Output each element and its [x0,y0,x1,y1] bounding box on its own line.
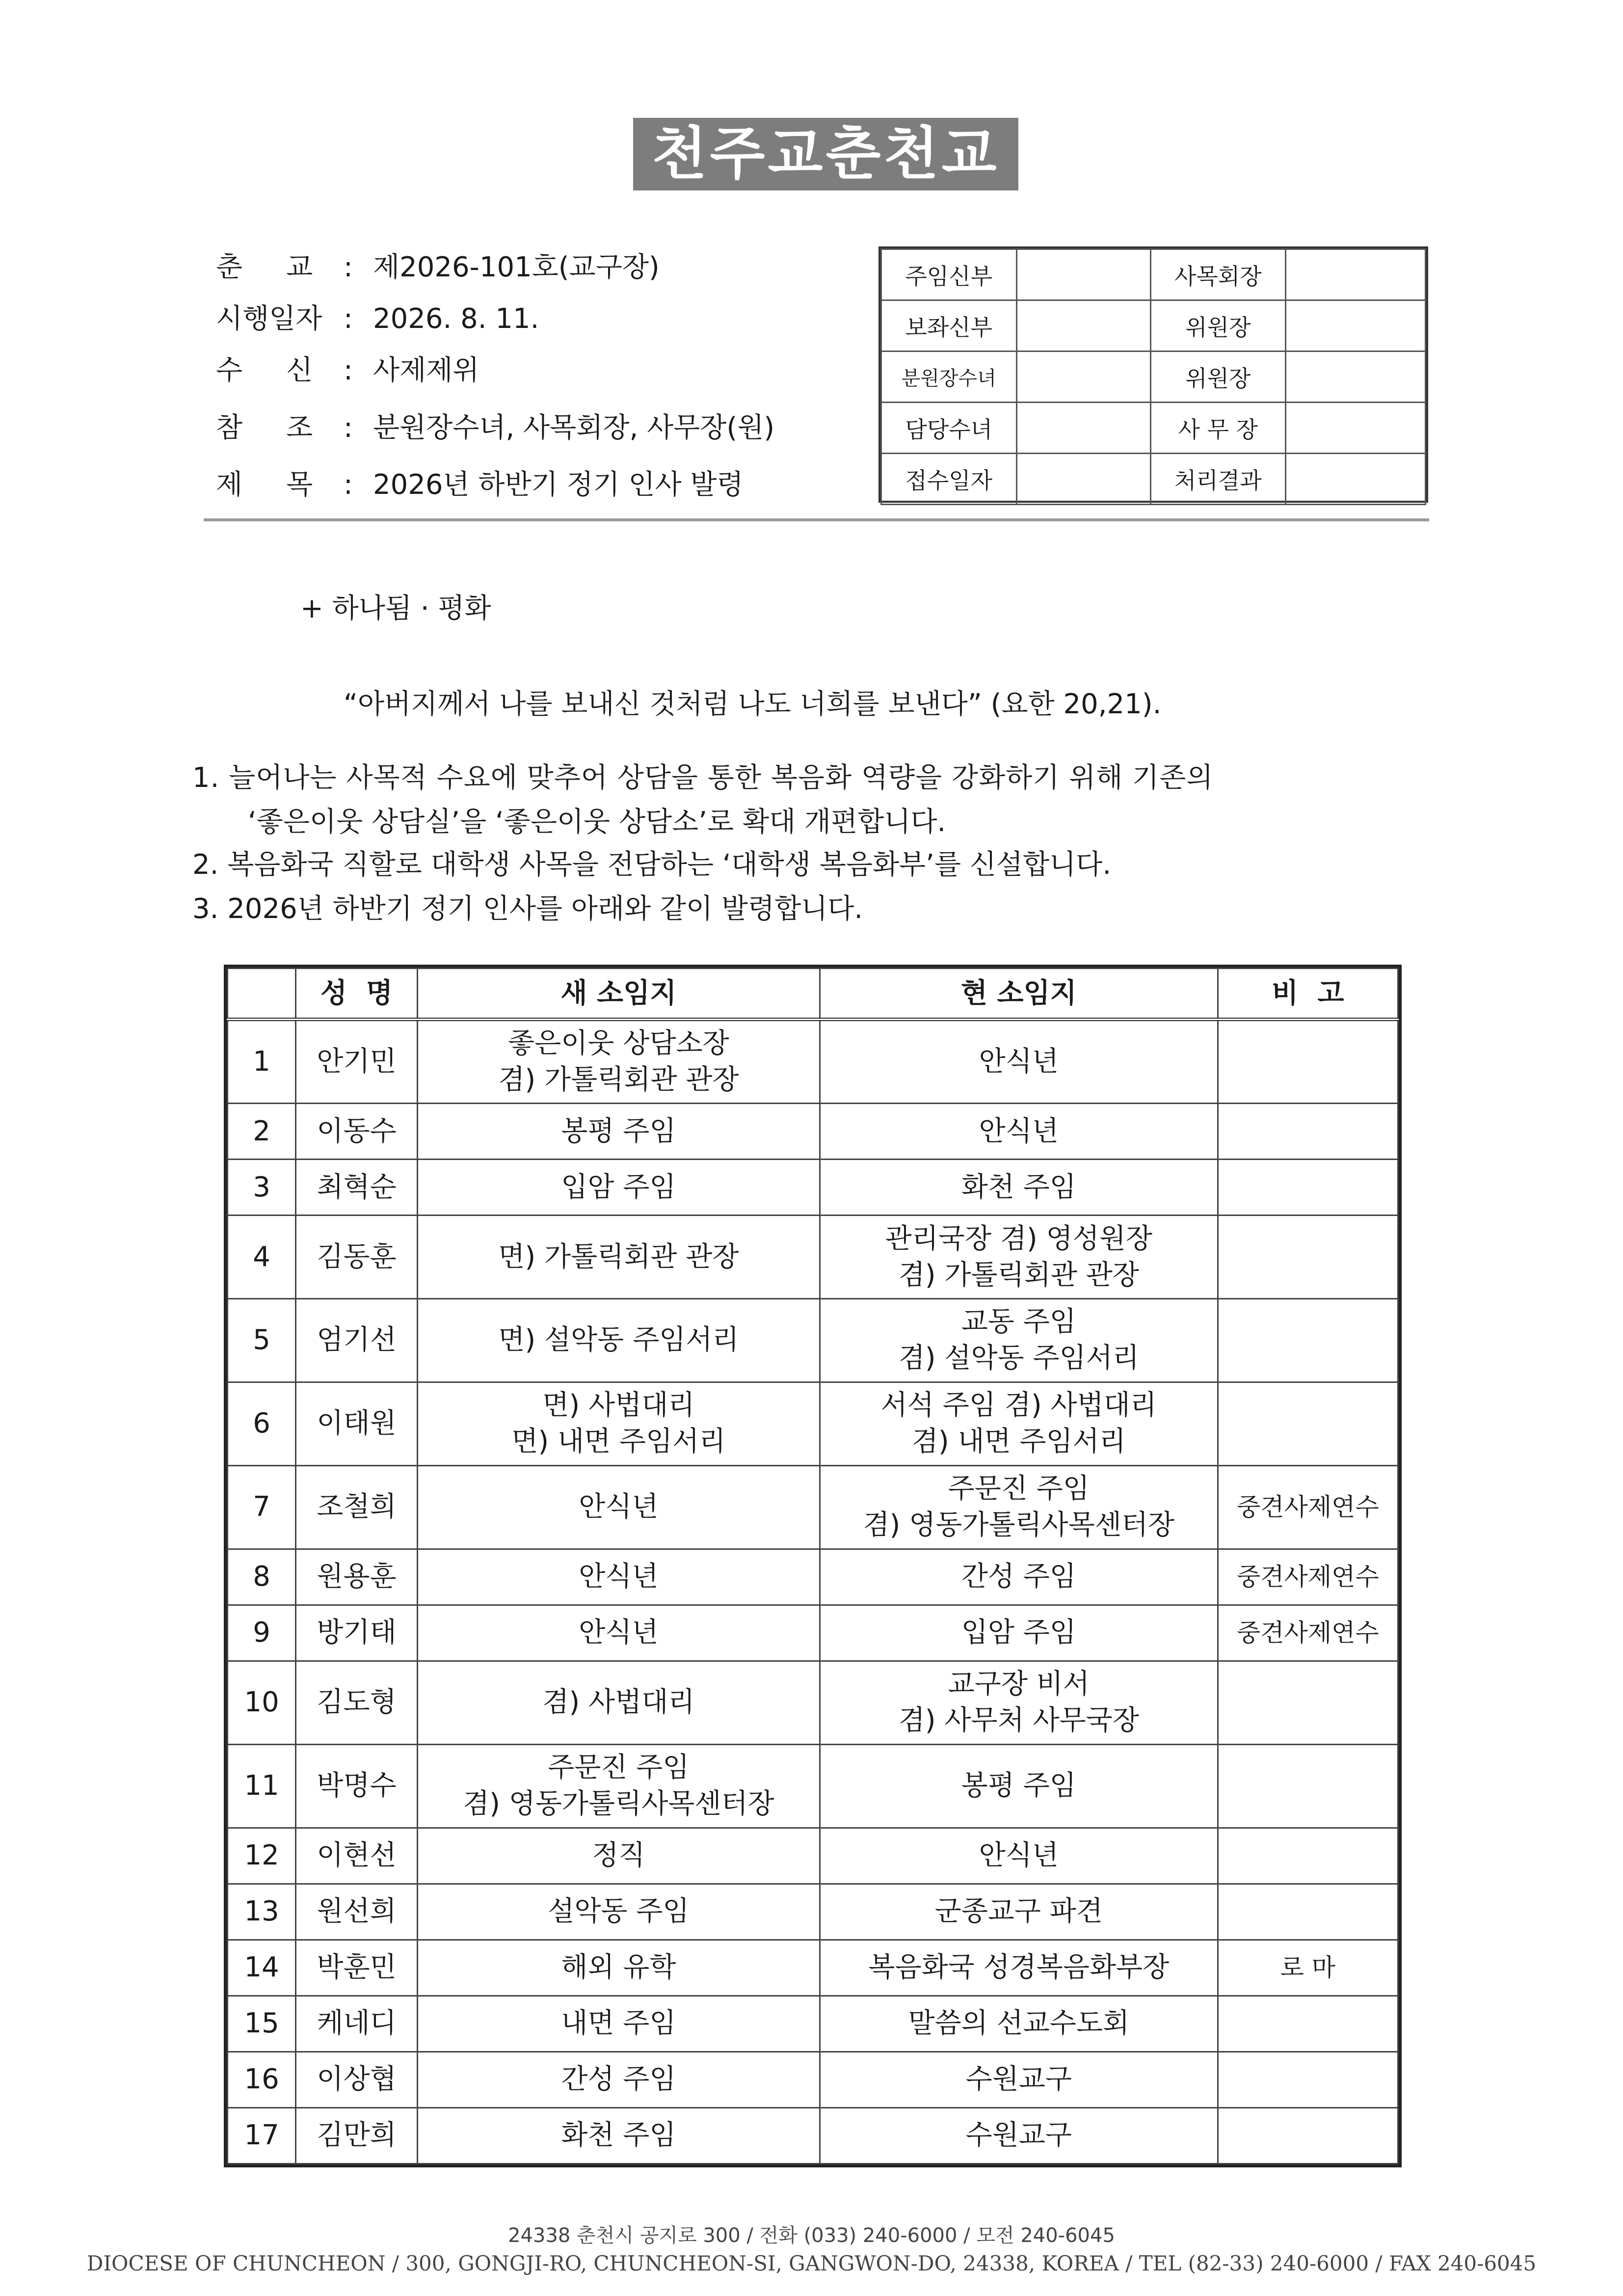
approval-sign-cell [1286,454,1426,505]
table-row [228,1299,1398,1382]
row-number: 13 [228,1884,296,1940]
meta-value: 2026년 하반기 정기 인사 발령 [373,469,744,501]
row-note [1218,1382,1398,1465]
approval-sign-cell [1286,300,1426,351]
row-new-post [417,1940,820,1996]
row-number: 10 [228,1661,296,1744]
new-post-line: 좋은이웃 상담소장 [508,1027,729,1060]
meta-label: 시행일자 [216,303,322,335]
row-current-post [820,1661,1218,1744]
row-new-post [417,1020,820,1104]
current-post-line: 겸) 설악동 주임서리 [898,1342,1139,1375]
meta-label: 참 조 [216,412,313,444]
current-post-line: 겸) 가톨릭회관 관장 [898,1259,1139,1291]
current-post-line: 겸) 사무처 사무국장 [898,1704,1139,1737]
meta-value: 분원장수녀, 사목회장, 사무장(원) [373,412,775,444]
approval-label: 분원장수녀 [881,351,1017,403]
approval-sign-cell [1016,403,1150,454]
col-header-new-post: 새 소임지 [417,969,820,1020]
row-current-post [820,1216,1218,1299]
new-post-line: 화천 주임 [561,2119,676,2152]
row-name: 조철희 [296,1465,418,1549]
current-post-line: 군종교구 파견 [934,1895,1103,1928]
row-note [1218,1216,1398,1299]
row-current-post [820,1104,1218,1160]
row-note: 중견사제연수 [1218,1549,1398,1605]
row-note [1218,1996,1398,2052]
current-post-line: 겸) 영동가톨릭사목센터장 [863,1509,1175,1541]
table-body [228,1020,1398,2164]
meta-colon: : [344,354,353,386]
new-post-line: 입암 주임 [561,1171,676,1203]
new-post-line: 간성 주임 [561,2063,676,2096]
row-new-post [417,2052,820,2107]
item-3: 3. 2026년 하반기 정기 인사를 아래와 같이 발령합니다. [192,893,863,925]
row-note [1218,1884,1398,1940]
row-current-post [820,1299,1218,1382]
row-name: 최혁순 [296,1160,418,1216]
row-number: 9 [228,1605,296,1661]
approval-sign-cell [1286,351,1426,403]
row-name: 엄기선 [296,1299,418,1382]
current-post-line: 안식년 [979,1839,1059,1872]
row-current-post [820,1160,1218,1216]
new-post-line: 해외 유학 [561,1951,676,1984]
row-name: 김만희 [296,2107,418,2163]
meta-label: 수 신 [216,354,313,386]
meta-row-date [216,295,539,344]
approval-box [878,246,1428,503]
row-current-post [820,1382,1218,1465]
current-post-line: 교구장 비서 [948,1668,1090,1701]
row-name: 방기태 [296,1605,418,1661]
row-new-post [417,1216,820,1299]
row-number: 15 [228,1996,296,2052]
row-note: 중견사제연수 [1218,1605,1398,1661]
row-number: 17 [228,2107,296,2163]
row-current-post [820,1940,1218,1996]
new-post-line: 정직 [592,1839,645,1872]
new-post-line: 안식년 [579,1617,659,1649]
new-post-line: 면) 사법대리 [542,1389,695,1422]
row-number: 7 [228,1465,296,1549]
row-name: 박훈민 [296,1940,418,1996]
scripture-quote: “아버지께서 나를 보내신 것처럼 나도 너희를 보낸다” (요한 20,21). [344,688,1162,720]
row-new-post [417,1884,820,1940]
meta-colon: : [344,469,353,501]
row-note: 중견사제연수 [1218,1465,1398,1549]
current-post-line: 교동 주임 [961,1306,1076,1338]
diocese-logo: 천주교춘천교구 [633,118,1018,190]
table-row [228,1996,1398,2052]
row-new-post [417,1549,820,1605]
approval-sign-cell [1286,249,1426,300]
col-header-name: 성 명 [296,969,418,1020]
table-row [228,1160,1398,1216]
meta-colon: : [344,303,353,335]
row-note [1218,2052,1398,2107]
new-post-line: 내면 주임 [561,2007,676,2040]
current-post-line: 화천 주임 [961,1171,1076,1203]
current-post-line: 입암 주임 [961,1617,1076,1649]
approval-label: 보좌신부 [881,300,1017,351]
col-header-number [228,969,296,1020]
row-note [1218,1020,1398,1104]
new-post-line: 겸) 영동가톨릭사목센터장 [463,1788,774,1820]
new-post-line: 주문진 주임 [548,1752,690,1784]
table-row [228,1940,1398,1996]
current-post-line: 수원교구 [965,2119,1072,2152]
row-current-post [820,1465,1218,1549]
meta-row-doc-number [216,243,660,292]
table-row [228,1549,1398,1605]
row-new-post [417,1104,820,1160]
row-note [1218,1744,1398,1828]
row-new-post [417,1605,820,1661]
current-post-line: 안식년 [979,1115,1059,1147]
meta-label: 제 목 [216,469,313,501]
new-post-line: 면) 내면 주임서리 [511,1426,726,1458]
table-row [228,1744,1398,1828]
row-number: 11 [228,1744,296,1828]
footer-address-korean: 24338 춘천시 공지로 300 / 전화 (033) 240-6000 / 모전 240-6045 [508,2224,1115,2247]
current-post-line: 주문진 주임 [948,1473,1090,1505]
meta-value: 사제제위 [373,354,479,386]
table-row [228,1661,1398,1744]
approval-label: 위원장 [1150,351,1286,403]
row-name: 이동수 [296,1104,418,1160]
current-post-line: 안식년 [979,1046,1059,1078]
row-name: 안기민 [296,1020,418,1104]
new-post-line: 면) 설악동 주임서리 [498,1324,739,1356]
meta-label: 춘 교 [216,251,313,283]
row-note [1218,2107,1398,2163]
new-post-line: 겸) 가톨릭회관 관장 [498,1064,739,1096]
meta-row-subject [216,460,744,510]
row-note [1218,1104,1398,1160]
row-current-post [820,1828,1218,1884]
row-name: 이상협 [296,2052,418,2107]
row-name: 이현선 [296,1828,418,1884]
row-current-post [820,1884,1218,1940]
current-post-line: 복음화국 성경복음화부장 [868,1951,1170,1984]
approval-label: 위원장 [1150,300,1286,351]
meta-colon: : [344,251,353,283]
table-row [228,1828,1398,1884]
approval-label: 담당수녀 [881,403,1017,454]
table-row [228,1465,1398,1549]
row-number: 14 [228,1940,296,1996]
row-new-post [417,1996,820,2052]
row-number: 2 [228,1104,296,1160]
table-row [228,1605,1398,1661]
table-row [228,2052,1398,2107]
row-note [1218,1299,1398,1382]
row-number: 12 [228,1828,296,1884]
row-name: 원용훈 [296,1549,418,1605]
row-number: 6 [228,1382,296,1465]
approval-table [880,248,1426,505]
table-row [228,2107,1398,2163]
row-current-post [820,1605,1218,1661]
row-note [1218,1160,1398,1216]
row-note: 로 마 [1218,1940,1398,1996]
col-header-note: 비 고 [1218,969,1398,1020]
table-row [228,1884,1398,1940]
meta-row-reference [216,404,774,453]
row-number: 1 [228,1020,296,1104]
approval-sign-cell [1016,351,1150,403]
current-post-line: 수원교구 [965,2063,1072,2096]
row-current-post [820,2107,1218,2163]
approval-label: 처리결과 [1150,454,1286,505]
row-current-post [820,1996,1218,2052]
meta-colon: : [344,412,353,444]
approval-sign-cell [1016,454,1150,505]
row-new-post [417,1744,820,1828]
footer-address-english: DIOCESE OF CHUNCHEON / 300, GONGJI-RO, CHUNCHEON-SI, GANGWON-DO, 24338, KOREA / TEL (82-33) 240-6000 / FAX 240-6045 [86,2251,1537,2275]
row-new-post [417,1828,820,1884]
row-number: 8 [228,1549,296,1605]
current-post-line: 겸) 내면 주임서리 [911,1426,1126,1458]
current-post-line: 봉평 주임 [961,1770,1076,1802]
new-post-line: 설악동 주임 [548,1895,690,1928]
new-post-line: 안식년 [579,1561,659,1593]
row-current-post [820,1744,1218,1828]
row-note [1218,1661,1398,1744]
current-post-line: 간성 주임 [961,1561,1076,1593]
row-note [1218,1828,1398,1884]
approval-sign-cell [1016,300,1150,351]
table-header-row [228,969,1398,1020]
row-number: 4 [228,1216,296,1299]
header-divider [204,518,1429,521]
greeting: + 하나됨 · 평화 [300,593,491,624]
row-name: 김동훈 [296,1216,418,1299]
meta-row-recipient [216,346,479,395]
table-row [228,1104,1398,1160]
row-current-post [820,1549,1218,1605]
row-new-post [417,1160,820,1216]
current-post-line: 말씀의 선교수도회 [908,2007,1130,2040]
row-new-post [417,1382,820,1465]
row-new-post [417,1661,820,1744]
row-new-post [417,1299,820,1382]
approval-label: 주임신부 [881,249,1017,300]
row-name: 케네디 [296,1996,418,2052]
row-number: 16 [228,2052,296,2107]
meta-value: 2026. 8. 11. [373,303,539,335]
current-post-line: 서석 주임 겸) 사법대리 [880,1389,1157,1422]
new-post-line: 봉평 주임 [561,1115,676,1147]
item-1-line-2: ‘좋은이웃 상담실’을 ‘좋은이웃 상담소’로 확대 개편합니다. [248,806,946,838]
row-new-post [417,1465,820,1549]
table-row [228,1216,1398,1299]
item-1-line-1: 1. 늘어나는 사목적 수요에 맞추어 상담을 통한 복음화 역량을 강화하기 위해 기존의 [192,762,1214,794]
row-number: 5 [228,1299,296,1382]
row-current-post [820,2052,1218,2107]
row-new-post [417,2107,820,2163]
new-post-line: 안식년 [579,1491,659,1523]
personnel-table-grid [227,968,1399,2164]
current-post-line: 관리국장 겸) 영성원장 [885,1222,1152,1255]
approval-label: 사 무 장 [1150,403,1286,454]
row-name: 김도형 [296,1661,418,1744]
row-name: 이태원 [296,1382,418,1465]
item-2: 2. 복음화국 직할로 대학생 사목을 전담하는 ‘대학생 복음화부’를 신설합니다. [192,849,1112,881]
new-post-line: 겸) 사법대리 [542,1686,695,1719]
row-name: 박명수 [296,1744,418,1828]
approval-sign-cell [1016,249,1150,300]
row-name: 원선희 [296,1884,418,1940]
approval-sign-cell [1286,403,1426,454]
row-current-post [820,1020,1218,1104]
table-row [228,1020,1398,1104]
col-header-current-post: 현 소임지 [820,969,1218,1020]
row-number: 3 [228,1160,296,1216]
personnel-table [224,965,1402,2167]
table-row [228,1382,1398,1465]
approval-label: 사목회장 [1150,249,1286,300]
approval-label: 접수일자 [881,454,1017,505]
meta-value: 제2026-101호(교구장) [373,251,660,283]
new-post-line: 면) 가톨릭회관 관장 [498,1241,739,1273]
